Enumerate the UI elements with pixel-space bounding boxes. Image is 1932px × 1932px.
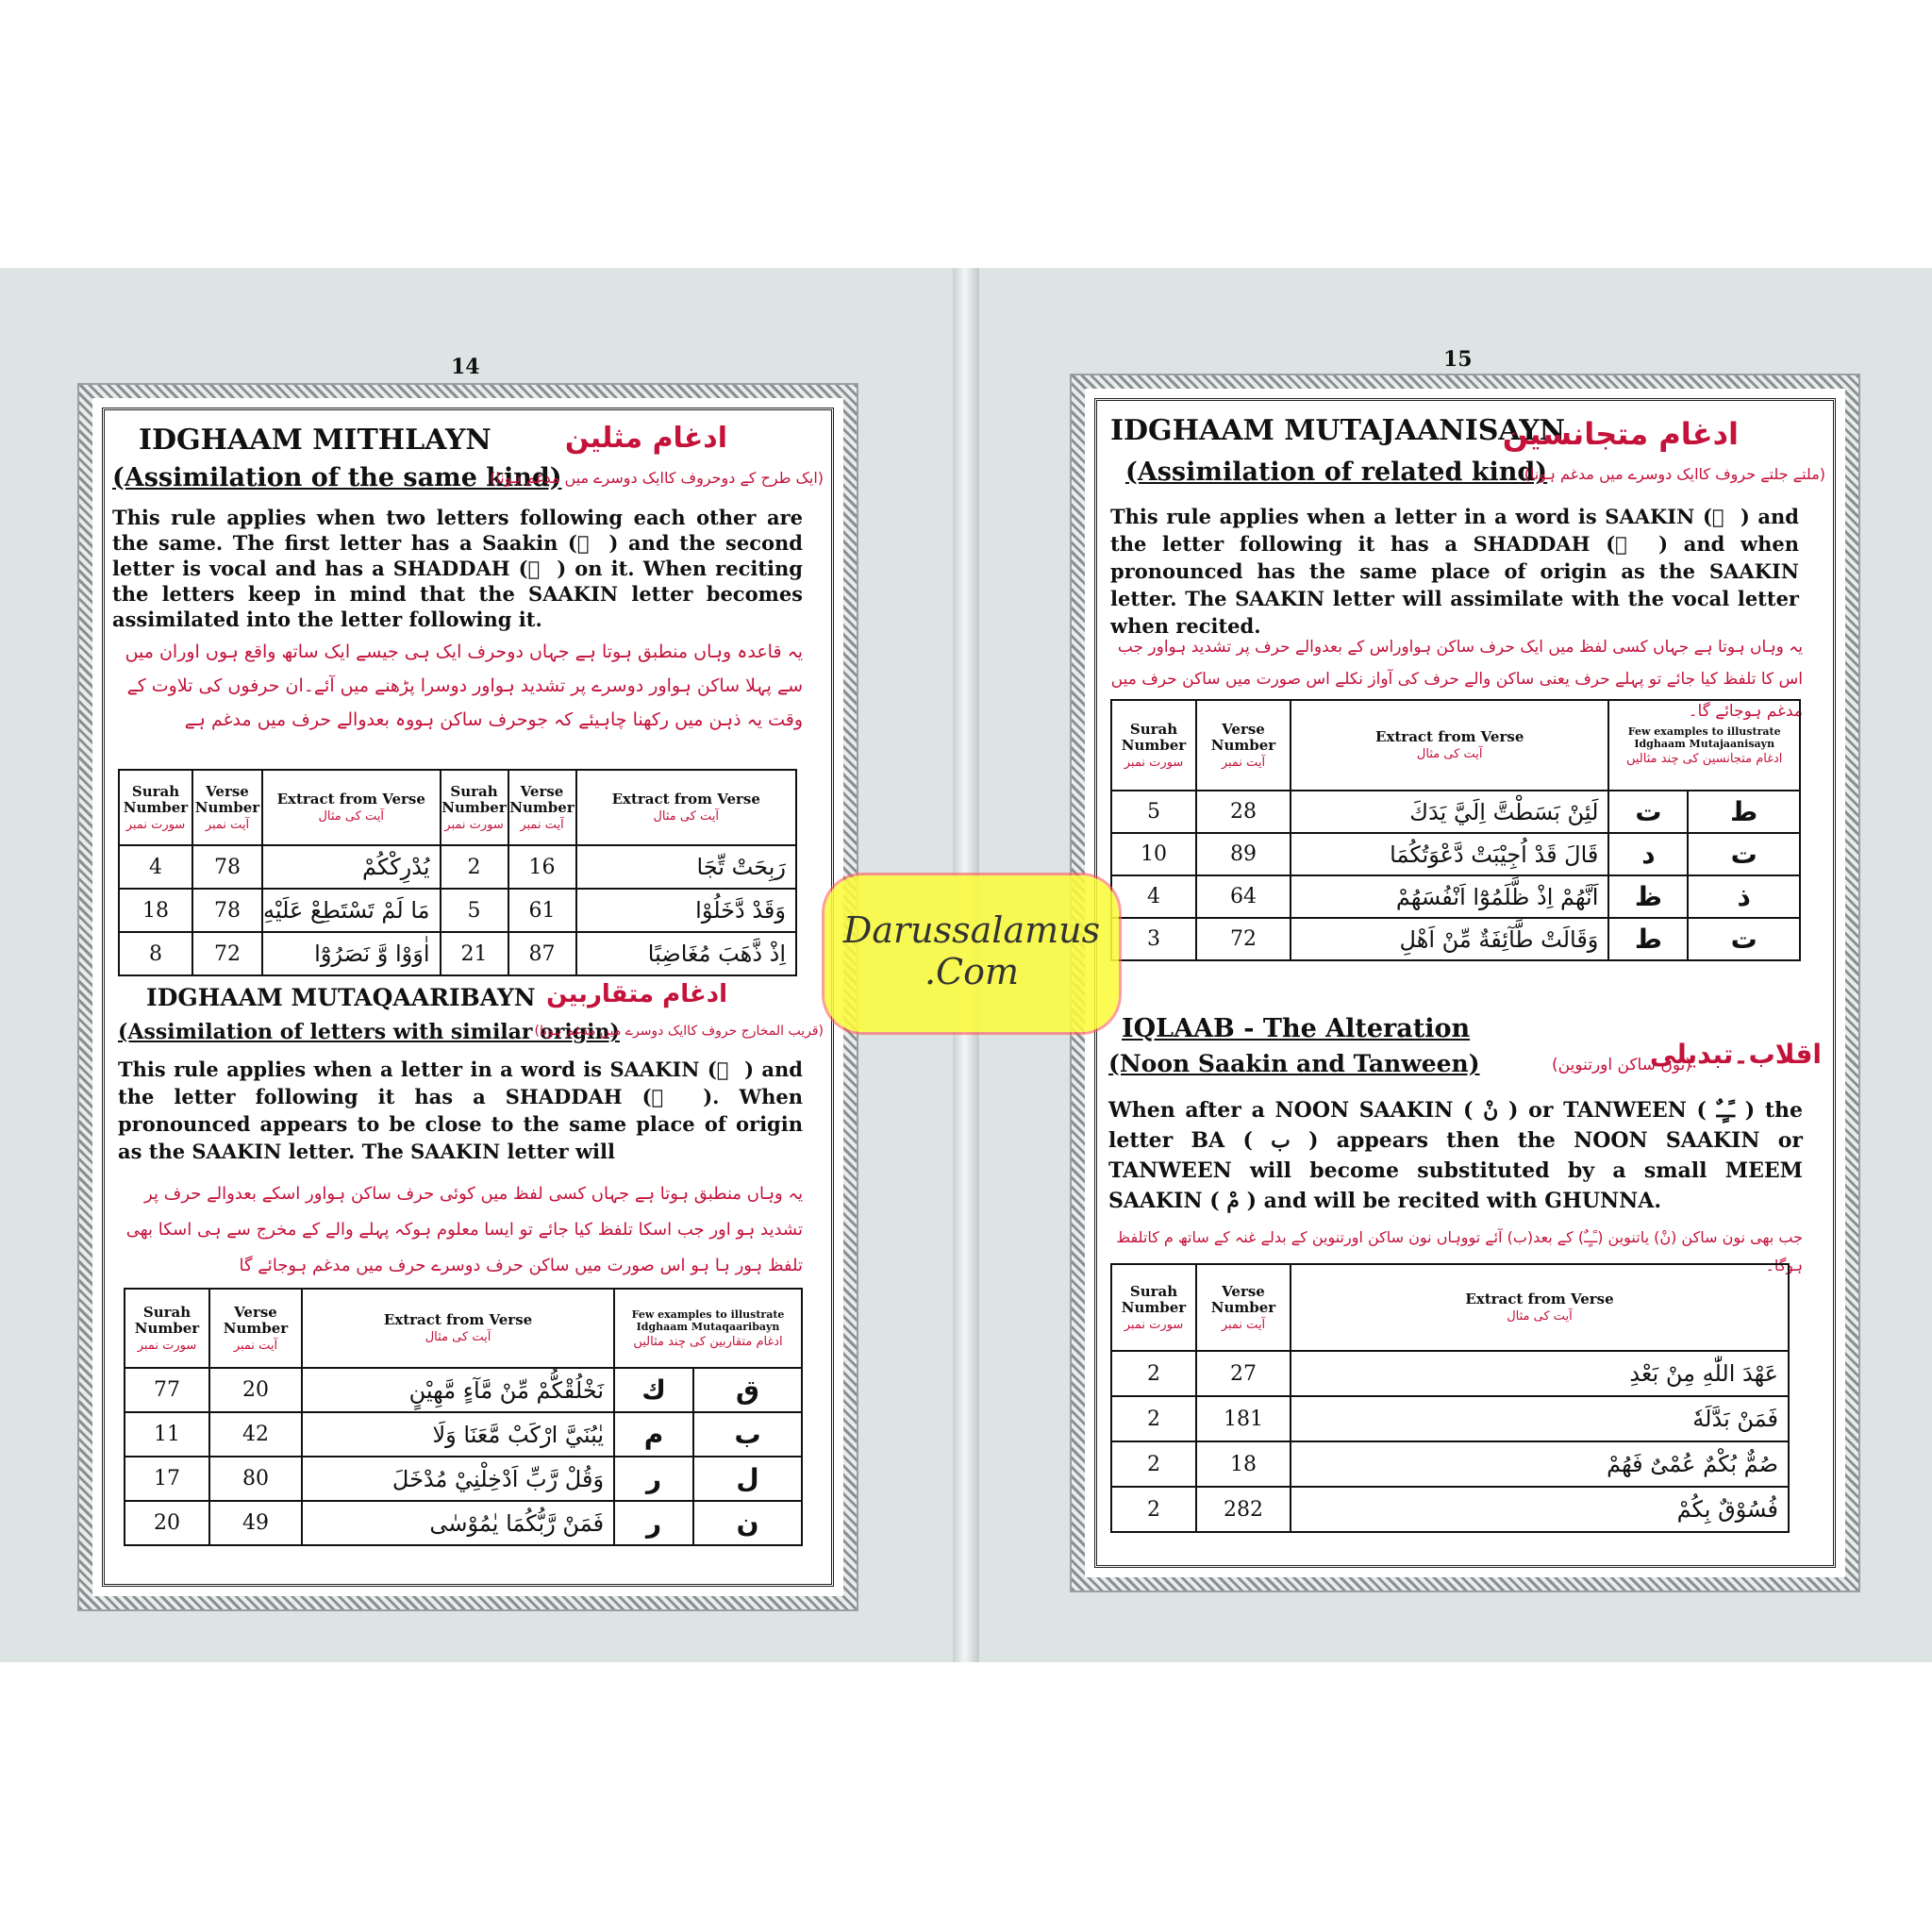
table-cell: 18	[1196, 1441, 1291, 1487]
table-row	[1111, 1396, 1789, 1441]
table-cell: 2	[1111, 1487, 1196, 1532]
table-row	[1111, 1441, 1789, 1487]
table-cell: 2	[1111, 1351, 1196, 1396]
table-cell: 5	[1111, 791, 1196, 833]
section-subtitle: (Assimilation of related kind)	[1125, 458, 1548, 487]
table-cell: رَبِحَتْ تِّجَا	[576, 845, 796, 889]
table-cell: ط	[1608, 918, 1688, 960]
table-cell: 16	[508, 845, 576, 889]
table-cell: 89	[1196, 833, 1291, 875]
table-cell: صُمٌّ بُكْمٌ عُمْیٌ فَهُمْ	[1291, 1441, 1789, 1487]
table-cell: ق	[693, 1368, 802, 1412]
page-number-right: 15	[1443, 347, 1473, 372]
table-cell: 4	[119, 845, 192, 889]
right-page-frame	[1072, 375, 1858, 1591]
col-header: Surah Number سورت نمبر	[1111, 700, 1196, 791]
right-page-content	[1094, 398, 1836, 1568]
table-cell: 2	[1111, 1441, 1196, 1487]
left-page-content	[102, 408, 834, 1587]
table-cell: وَقَالَتْ طَّآئِفَةٌ مِّنْ اَهْلِ	[1291, 918, 1608, 960]
table-cell: 5	[441, 889, 508, 932]
section-subtitle: (Assimilation of the same kind)	[112, 463, 562, 492]
table-cell: 4	[1111, 875, 1196, 918]
table-cell: 78	[192, 889, 262, 932]
col-header: Extract from Verse آیت کی مثال	[576, 770, 796, 845]
col-header: Surah Number سورت نمبر	[125, 1289, 209, 1368]
examples-table-mithlayn	[118, 769, 797, 976]
table-cell: 8	[119, 932, 192, 975]
table-cell: م	[614, 1412, 693, 1457]
table-cell: 17	[125, 1457, 209, 1501]
table-cell: 87	[508, 932, 576, 975]
table-cell: ت	[1688, 918, 1800, 960]
table-cell: فَمَنْ بَدَّلَهٗ	[1291, 1396, 1789, 1441]
table-cell: 27	[1196, 1351, 1291, 1396]
rule-description-urdu: یہ قاعدہ وہاں منطبق ہوتا ہے جہاں دوحرف ایک ہی جیسے ایک ساتھ واقع ہوں اوران میں سے پہلا ساکن ہواور دوسرے پر تشدید ہواور دوسرا پڑھنے میں آئے۔ان حرفوں کی تلاوت کے وقت یہ ذہن میں رکھنا چاہیئے کہ جوحرف ساکن ہووہ بعدوالے حرف میں مدغم ہے	[125, 641, 803, 730]
rule-description: When after a NOON SAAKIN ( نْ ) or TANWEEN ( ـًـٍـٌ ) the letter BA ( ب ) appears then the NOON SAAKIN or TANWEEN will become substituted by a small MEEM SAAKIN ( مْ ) and will be recited with GHUNNA.	[1108, 1098, 1803, 1213]
table-cell: وَقَدْ دَّخَلُوْا	[576, 889, 796, 932]
col-header: Surah Number سورت نمبر	[1111, 1264, 1196, 1351]
rule-description: This rule applies when a letter in a word is SAAKIN ( ْ ) and the letter following it has a SHADDAH ( ّ ) and when pronounced has the same place of origin as the SAAKIN letter. The SAAKIN letter will assimilate with the vocal letter when recited.	[1110, 505, 1799, 638]
watermark-line-2: .Com	[924, 951, 1020, 992]
table-cell: اَنَّهُمْ اِذْ ظَّلَمُوْٓا اَنْفُسَهُمْ	[1291, 875, 1608, 918]
table-cell: 10	[1111, 833, 1196, 875]
rule-description: This rule applies when two letters following each other are the same. The first letter has a Saakin ( ْ ) and the second letter is vocal and has a SHADDAH ( ّ ) on it. When reciting the letters keep in mind that the SAAKIN letter becomes assimilated into the letter following it.	[112, 506, 803, 631]
table-row	[1111, 833, 1800, 875]
rule-description: This rule applies when a letter in a word is SAAKIN ( ْ ) and the letter following it has a SHADDAH ( ّ ). When pronounced appears to be close to the same place of origin as the SAAKIN letter. The SAAKIN letter will	[118, 1058, 803, 1163]
rule-description-urdu: جب بھی نون ساکن (نْ) یاتنوین (ـًـٍـٌ) کے بعد(ب) آئے تووہاں نون ساکن اورتنوین کے بدلے غنہ کے ساتھ م کاتلفظ ہوگا۔	[1116, 1228, 1803, 1274]
table-cell: 21	[441, 932, 508, 975]
examples-table-mutaqaaribayn	[124, 1288, 803, 1546]
section-subtitle: (Assimilation of letters with similar origin)	[118, 1020, 620, 1044]
table-cell: ل	[693, 1457, 802, 1501]
table-cell: د	[1608, 833, 1688, 875]
table-cell: ب	[693, 1412, 802, 1457]
section-subtitle-urdu: (ملتے جلتے حروف کاایک دوسرے میں مدغم ہونا)	[1524, 465, 1825, 483]
table-cell: 80	[209, 1457, 302, 1501]
examples-table-iqlaab	[1110, 1263, 1790, 1533]
table-cell: ر	[614, 1501, 693, 1545]
col-header: Few examples to illustrate Idghaam Mutaqaaribayn ادغام متقاربین کی چند مثالیں	[614, 1289, 802, 1368]
table-cell: 20	[209, 1368, 302, 1412]
table-cell: 49	[209, 1501, 302, 1545]
table-row	[1111, 791, 1800, 833]
table-row	[1111, 1351, 1789, 1396]
table-cell: فَمَنْ رَّبُّكُمَا يٰمُوْسٰى	[302, 1501, 614, 1545]
section-title-urdu: اقلاب۔تبدیلی	[1649, 1039, 1822, 1070]
table-cell: ظ	[1608, 875, 1688, 918]
table-row	[125, 1457, 802, 1501]
table-cell: يٰبُنَيَّ ارْكَبْ مَّعَنَا وَلَا	[302, 1412, 614, 1457]
watermark-line-1: Darussalamus	[842, 909, 1101, 951]
table-cell: نَخْلُقْكُّمْ مِّنْ مَّآءٍ مَّهِيْنٍ	[302, 1368, 614, 1412]
col-header: Extract from Verse آیت کی مثال	[302, 1289, 614, 1368]
section-subtitle: (Noon Saakin and Tanween)	[1108, 1050, 1480, 1077]
table-cell: 78	[192, 845, 262, 889]
table-row	[1111, 1487, 1789, 1532]
col-header: Surah Number سورت نمبر	[441, 770, 508, 845]
col-header: Verse Number آیت نمبر	[192, 770, 262, 845]
table-cell: 3	[1111, 918, 1196, 960]
section-title: IQLAAB - The Alteration	[1122, 1014, 1471, 1043]
section-title-urdu: ادغام متجانسین	[1502, 416, 1739, 452]
section-title-urdu: ادغام مثلین	[564, 422, 727, 455]
page-number-left: 14	[451, 355, 480, 379]
table-cell: 72	[192, 932, 262, 975]
table-row	[1111, 918, 1800, 960]
col-header: Verse Number آیت نمبر	[1196, 1264, 1291, 1351]
table-cell: يُدْرِكْكُمْ	[262, 845, 441, 889]
table-cell: ن	[693, 1501, 802, 1545]
col-header: Extract from Verse آیت کی مثال	[1291, 1264, 1789, 1351]
table-cell: 77	[125, 1368, 209, 1412]
table-cell: 28	[1196, 791, 1291, 833]
rule-description-urdu: یہ وہاں ہوتا ہے جہاں کسی لفظ میں ایک حرف ساکن ہواوراس کے بعدوالے حرف پر تشدید ہواور جب اس کا تلفظ کیا جائے تو پہلے حرف یعنی ساکن والے حرف کی آواز نکلے اس صورت میں ساکن حرف میں مدغم ہوجائے گا۔	[1110, 638, 1803, 721]
table-cell: ت	[1608, 791, 1688, 833]
section-subtitle-urdu: (قریب المخارج حروف کاایک دوسرے میں مدغم ہونا)	[534, 1024, 824, 1039]
table-cell: 64	[1196, 875, 1291, 918]
table-row	[119, 889, 796, 932]
table-cell: 2	[1111, 1396, 1196, 1441]
section-title: IDGHAAM MUTAJAANISAYN	[1110, 414, 1566, 447]
table-row	[125, 1412, 802, 1457]
table-row	[119, 845, 796, 889]
table-cell: وَقُلْ رَّبِّ اَدْخِلْنِيْ مُدْخَلَ	[302, 1457, 614, 1501]
table-row	[125, 1368, 802, 1412]
table-cell: ر	[614, 1457, 693, 1501]
col-header: Extract from Verse آیت کی مثال	[1291, 700, 1608, 791]
table-cell: ذ	[1688, 875, 1800, 918]
table-cell: 20	[125, 1501, 209, 1545]
left-page-frame	[79, 385, 857, 1609]
examples-table-mutajaanisayn	[1110, 699, 1801, 961]
rule-description-urdu: یہ وہاں منطبق ہوتا ہے جہاں کسی لفظ میں کوئی حرف ساکن ہواور اسکے بعدوالے حرف پر تشدید ہو اور جب اسکا تلفظ کیا جائے تو ایسا معلوم ہوکہ پہلے والے کے مخرج سے ہی اسکا بھی تلفظ ہور ہا ہو اس صورت میں ساکن حرف دوسرے حرف میں مدغم ہوجائے گا	[125, 1184, 803, 1275]
table-cell: 181	[1196, 1396, 1291, 1441]
table-cell: اٰوَوْا وَّ نَصَرُوْٓا	[262, 932, 441, 975]
table-cell: 2	[441, 845, 508, 889]
section-subtitle-urdu: (ایک طرح کے دوحروف کاایک دوسرے میں مدغم ہونا)	[490, 469, 824, 487]
table-row	[125, 1501, 802, 1545]
table-cell: 11	[125, 1412, 209, 1457]
table-cell: مَا لَمْ تَسْتَطِعْ عَلَيْهِ	[262, 889, 441, 932]
table-cell: ك	[614, 1368, 693, 1412]
table-cell: 42	[209, 1412, 302, 1457]
col-header: Verse Number آیت نمبر	[209, 1289, 302, 1368]
table-cell: 61	[508, 889, 576, 932]
section-subtitle-urdu: (نون ساکن اورتنوین)	[1552, 1056, 1691, 1074]
col-header: Extract from Verse آیت کی مثال	[262, 770, 441, 845]
section-title: IDGHAAM MUTAQAARIBAYN	[146, 984, 536, 1011]
col-header: Verse Number آیت نمبر	[1196, 700, 1291, 791]
col-header: Verse Number آیت نمبر	[508, 770, 576, 845]
table-cell: قَالَ قَدْ اُجِيْبَتْ دَّعْوَتُكُمَا	[1291, 833, 1608, 875]
table-cell: فُسُوْقٌ بِكُمْ	[1291, 1487, 1789, 1532]
table-cell: 282	[1196, 1487, 1291, 1532]
table-cell: ط	[1688, 791, 1800, 833]
col-header: Few examples to illustrate Idghaam Mutajaanisayn ادغام متجانسین کی چند مثالیں	[1608, 700, 1800, 791]
table-cell: اِذْ ذَّهَبَ مُغَاضِبًا	[576, 932, 796, 975]
table-row	[1111, 875, 1800, 918]
table-cell: عَهْدَ اللّٰهِ مِنْ بَعْدِ	[1291, 1351, 1789, 1396]
table-cell: 18	[119, 889, 192, 932]
watermark-logo	[824, 875, 1119, 1032]
table-cell: 72	[1196, 918, 1291, 960]
section-title: IDGHAAM MITHLAYN	[139, 424, 491, 457]
section-title-urdu: ادغام متقاربین	[546, 980, 727, 1008]
table-cell: لَئِنْ بَسَطْتَّ اِلَيَّ يَدَكَ	[1291, 791, 1608, 833]
col-header: Surah Number سورت نمبر	[119, 770, 192, 845]
table-cell: ت	[1688, 833, 1800, 875]
table-row	[119, 932, 796, 975]
